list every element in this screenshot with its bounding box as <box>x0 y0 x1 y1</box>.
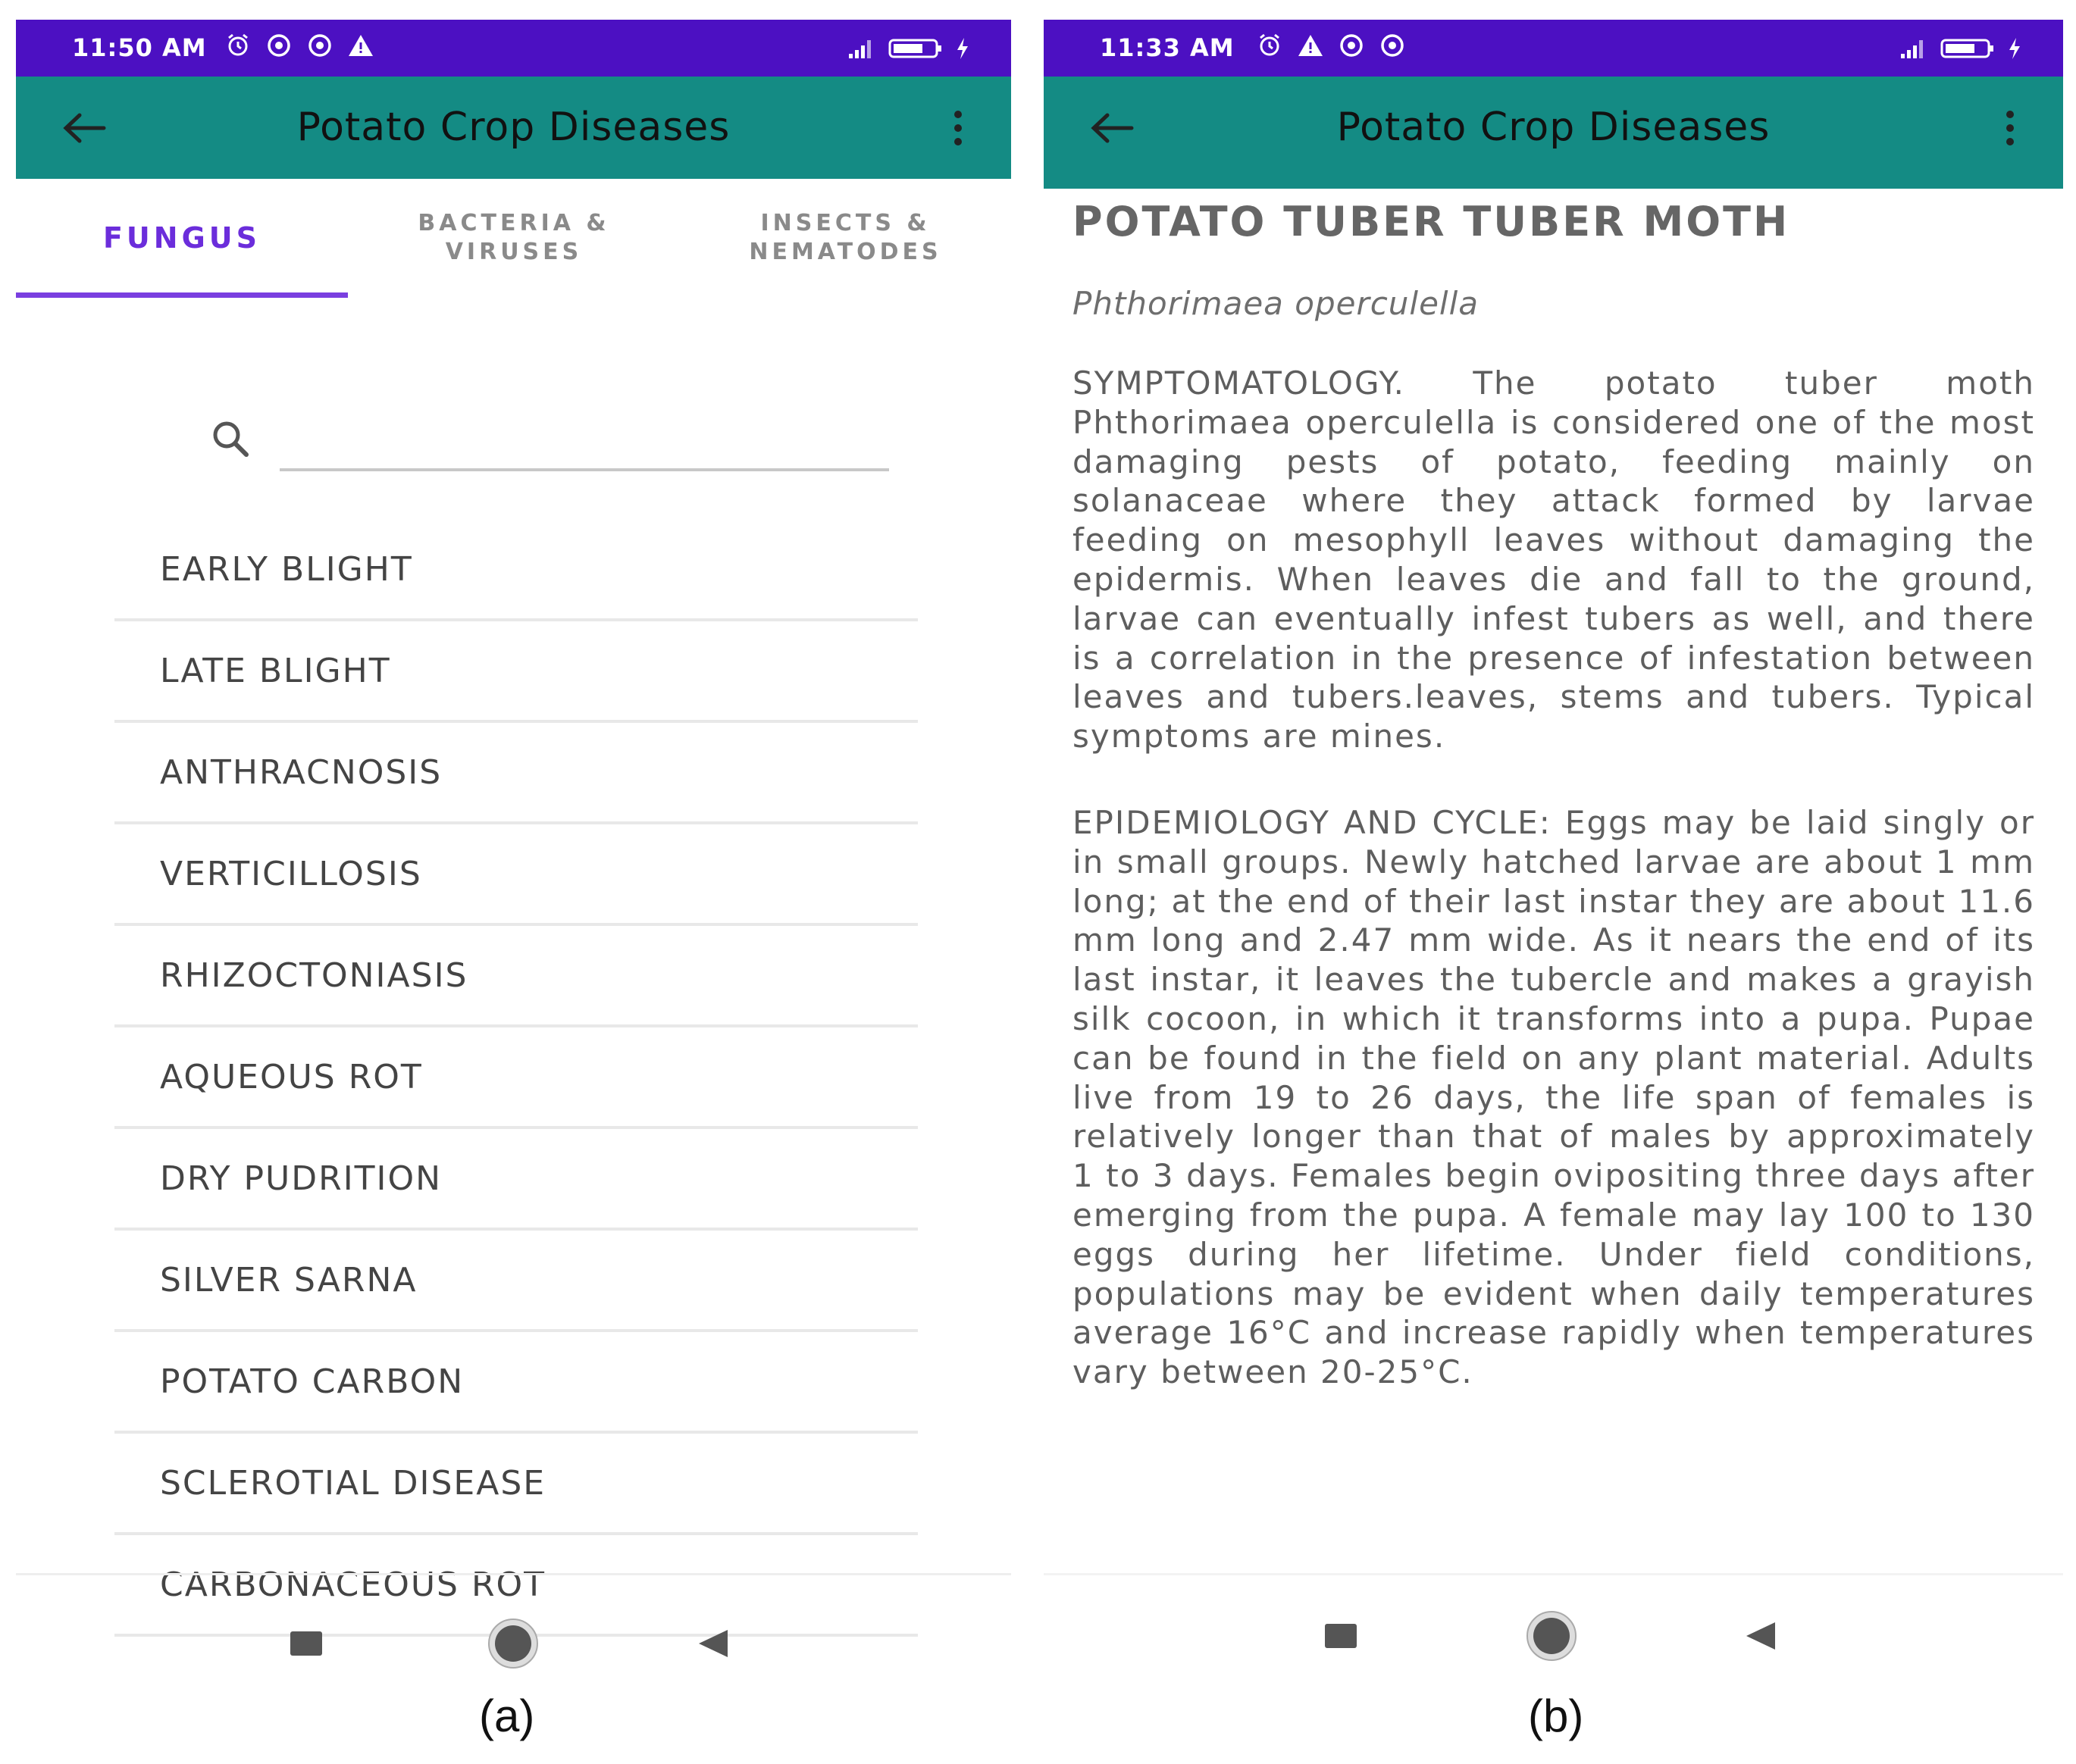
recents-icon <box>1322 1621 1360 1651</box>
back-nav-button[interactable] <box>1730 1606 1791 1666</box>
tab-bacteria-viruses[interactable]: BACTERIA & VIRUSES <box>418 209 610 265</box>
list-item-sclerotial-disease[interactable] <box>114 1434 918 1535</box>
home-icon <box>1525 1609 1578 1662</box>
list-item-aqueous-rot[interactable] <box>114 1027 918 1129</box>
list-item-label: LATE BLIGHT <box>160 651 391 690</box>
battery-icon <box>1940 35 1995 62</box>
list-item-label: CARBONACEOUS ROT <box>160 1565 546 1604</box>
search-bar <box>190 399 888 497</box>
list-item-label: ANTHRACNOSIS <box>160 752 443 792</box>
list-item-label: EARLY BLIGHT <box>160 549 413 589</box>
system-icons <box>1901 35 2022 62</box>
back-icon <box>1742 1619 1780 1653</box>
charging-icon <box>2007 35 2022 62</box>
caption-b: (b) <box>1528 1690 1584 1741</box>
list-item-anthracnosis[interactable] <box>114 723 918 824</box>
epidemiology-text: EPIDEMIOLOGY AND CYCLE: Eggs may be laid singly or in small groups. Newly hatched larvae are about 1 mm long; at the end of their last instar they are about 11.6 mm long and 2.47 mm wide. As it nears the end of its last instar, it leaves the tubercle and makes a grayish silk cocoon, in which it transforms into a pupa. Pupae can be found in the field on any plant material. Adults live from 19 to 26 days, the life span of females is relatively longer than that of males by approximately 1 to 3 days. Females begin ovipositing three days after emerging from the pupa. A female may lay 100 to 130 eggs during her lifetime. Under field conditions, populations may be evident when daily temperatures average 16°C and increase rapidly when temperatures vary between 20-25°C. <box>1072 803 2035 1391</box>
list-item-label: DRY PUDRITION <box>160 1159 443 1198</box>
tab-insects-nematodes[interactable]: INSECTS & NEMATODES <box>749 209 942 265</box>
list-item-dry-pudrition[interactable] <box>114 1129 918 1231</box>
whatsapp-icon <box>1379 32 1406 59</box>
recents-icon <box>287 1628 325 1659</box>
status-bar <box>16 20 1011 77</box>
tab-indicator <box>16 292 348 298</box>
system-icons <box>849 35 970 62</box>
list-item-verticillosis[interactable] <box>114 824 918 926</box>
list-item-label: VERTICILLOSIS <box>160 854 422 893</box>
recents-button[interactable] <box>276 1613 337 1674</box>
caption-a: (a) <box>479 1690 535 1741</box>
app-bar <box>16 77 1011 179</box>
page-title: Potato Crop Diseases <box>296 105 731 150</box>
warning-icon <box>1297 32 1324 59</box>
list-item-label: POTATO CARBON <box>160 1362 465 1401</box>
category-tabs <box>16 179 1011 300</box>
list-item-label: SCLEROTIAL DISEASE <box>160 1463 546 1503</box>
signal-icon <box>1901 35 1928 62</box>
overflow-menu-button[interactable] <box>939 98 977 158</box>
whatsapp-icon <box>265 32 293 59</box>
search-input[interactable] <box>280 414 889 471</box>
whatsapp-icon <box>1338 32 1365 59</box>
system-nav-bar <box>1044 1573 2063 1698</box>
disease-detail <box>1072 198 2035 1439</box>
list-item-label: AQUEOUS ROT <box>160 1057 423 1096</box>
status-time: 11:33 AM <box>1100 33 1235 62</box>
status-bar <box>1044 20 2063 77</box>
back-icon <box>694 1627 732 1660</box>
app-bar <box>1044 77 2063 189</box>
more-vert-icon <box>953 110 963 146</box>
search-icon <box>205 414 258 467</box>
home-icon <box>487 1617 540 1670</box>
system-nav-bar <box>16 1573 1011 1698</box>
list-item-silver-sarna[interactable] <box>114 1231 918 1332</box>
symptomatology-text: SYMPTOMATOLOGY. The potato tuber moth Phthorimaea operculella is considered one of the most damaging pests of potato, feeding mainly on solanaceae where they attack formed by larvae feeding on mesophyll leaves without damaging the epidermis. When leaves die and fall to the ground, larvae can eventually infest tubers as well, and there is a correlation in the presence of infestation between leaves and tubers.leaves, stems and tubers. Typical symptoms are mines. <box>1072 364 2035 755</box>
list-item-label: RHIZOCTONIASIS <box>160 956 468 995</box>
page-title: Potato Crop Diseases <box>1336 105 1771 150</box>
scientific-name: Phthorimaea operculella <box>1072 285 1480 322</box>
disease-list <box>114 520 918 1604</box>
list-item-rhizoctoniasis[interactable] <box>114 926 918 1027</box>
phone-screen-b <box>1044 20 2063 1696</box>
list-item-label: SILVER SARNA <box>160 1260 418 1300</box>
list-item-potato-carbon[interactable] <box>114 1332 918 1434</box>
list-item-late-blight[interactable] <box>114 621 918 723</box>
signal-icon <box>849 35 876 62</box>
status-time: 11:50 AM <box>72 33 207 62</box>
notification-icons <box>1256 32 1406 59</box>
notification-icons <box>224 32 374 59</box>
recents-button[interactable] <box>1310 1606 1371 1666</box>
overflow-menu-button[interactable] <box>1991 98 2029 158</box>
whatsapp-icon <box>306 32 333 59</box>
charging-icon <box>955 35 970 62</box>
back-nav-button[interactable] <box>683 1613 744 1674</box>
more-vert-icon <box>2006 110 2015 146</box>
home-button[interactable] <box>1521 1606 1582 1666</box>
warning-icon <box>347 32 374 59</box>
disease-title: POTATO TUBER TUBER MOTH <box>1072 198 1790 246</box>
list-item-early-blight[interactable] <box>114 520 918 621</box>
home-button[interactable] <box>483 1613 543 1674</box>
phone-screen-a <box>16 20 1011 1696</box>
tab-fungus[interactable]: FUNGUS <box>102 220 261 255</box>
alarm-icon <box>224 32 252 59</box>
alarm-icon <box>1256 32 1283 59</box>
battery-icon <box>888 35 943 62</box>
